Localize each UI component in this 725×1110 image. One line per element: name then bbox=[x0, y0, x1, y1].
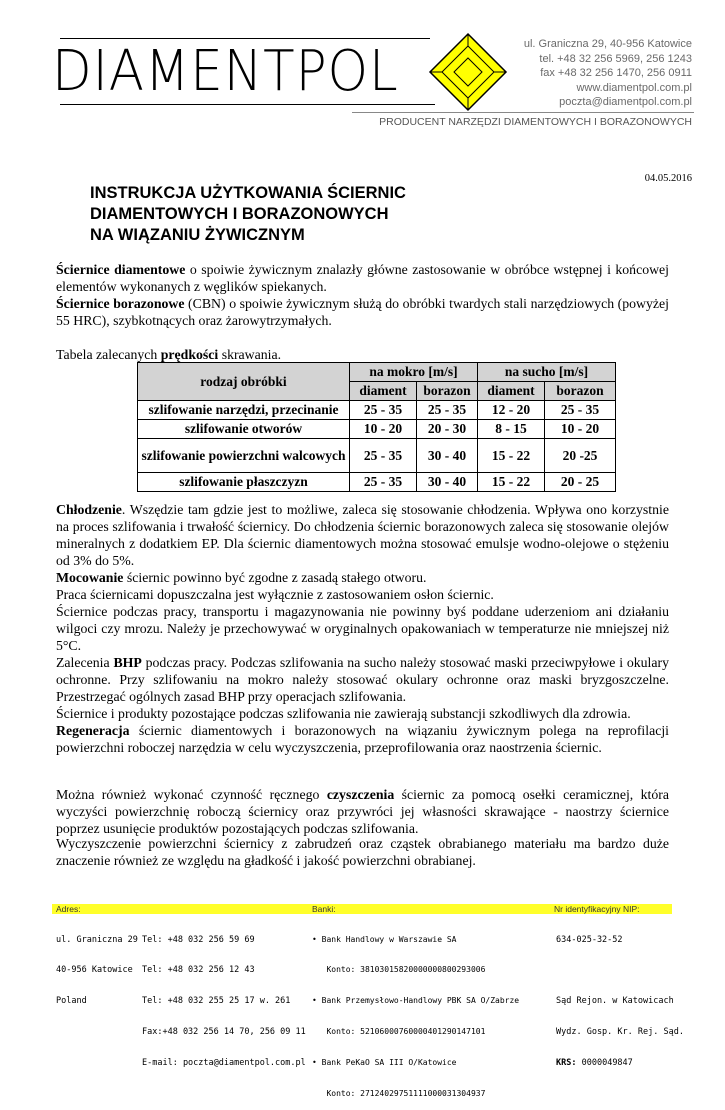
regeneration-term: Regeneracja bbox=[56, 723, 130, 738]
subheader-wet-diamond: diament bbox=[350, 382, 417, 401]
column-header-type: rodzaj obróbki bbox=[138, 363, 350, 401]
subheader-wet-borazon: borazon bbox=[417, 382, 478, 401]
table-row: szlifowanie narzędzi, przecinanie 25 - 35 25 - 35 12 - 20 25 - 35 bbox=[138, 401, 616, 420]
contact-block bbox=[524, 37, 692, 110]
contact-fax: fax +48 32 256 1470, 256 0911 bbox=[540, 67, 692, 80]
column-header-dry: na sucho [m/s] bbox=[478, 363, 616, 382]
intro-paragraph bbox=[56, 261, 669, 329]
borazon-wheels-term: Ściernice borazonowe bbox=[56, 296, 185, 311]
footer-email[interactable]: E-mail: poczta@diamentpol.com.pl bbox=[142, 1058, 306, 1069]
title-line-2: DIAMENTOWYCH I BORAZONOWYCH bbox=[90, 205, 389, 223]
footer-nip: 634-025-32-52 bbox=[556, 934, 623, 945]
cleaning-term: czyszczenia bbox=[326, 787, 395, 802]
title-line-1: INSTRUKCJA UŻYTKOWANIA ŚCIERNIC bbox=[90, 184, 406, 202]
mounting-term: Mocowanie bbox=[56, 570, 124, 585]
diamond-wheels-text: o spoiwie żywicznym znalazły główne zastosowanie w obróbce wstępnej i końcowej elementów wykonanych z węglików spiekanych. bbox=[56, 262, 670, 294]
footer-address-label: Adres: bbox=[56, 904, 81, 914]
subheader-dry-diamond: diament bbox=[478, 382, 545, 401]
document-date: 04.05.2016 bbox=[644, 173, 692, 184]
table-caption: Tabela zalecanych prędkości skrawania. bbox=[56, 347, 282, 362]
footer-banks: • Bank Handlowy w Warszawie SA Konto: 38103015820000000800293006 • Bank Przemysłowo-Handlowy PBK SA O/Zabrze Konto: 52106000760000401290147101 • Bank PeKaO SA III O/Katowice Konto: 27124029751111000031304937 bbox=[312, 934, 520, 1099]
final-paragraph: Wyczyszczenie powierzchni ściernicy z zabrudzeń oraz cząstek obrabianego materiału ma bardzo duże znaczenie również ze względu na gładkość i jakość powierzchni obrabianej. bbox=[56, 836, 669, 868]
cleaning-paragraph: Można również wykonać czynność ręcznego czyszczenia ściernic za pomocą osełki ceramicznej, która wyczyści powierzchnię roboczą ściernicy oraz przywróci jej własności skrawające - naostrzy ściernice poprzez usunięcie produktów pozostających podczas szlifowania. bbox=[56, 787, 670, 836]
contact-phone: tel. +48 32 256 5969, 256 1243 bbox=[539, 52, 692, 65]
footer-registry: 634-025-32-52 Sąd Rejon. w Katowicach Wydz. Gosp. Kr. Rej. Sąd. KRS: 0000049847 bbox=[556, 934, 684, 1069]
cutting-speed-table bbox=[137, 362, 616, 492]
title-line-3: NA WIĄZANIU ŻYWICZNYM bbox=[90, 226, 305, 244]
subheader-dry-borazon: borazon bbox=[545, 382, 616, 401]
footer-krs: 0000049847 bbox=[581, 1058, 633, 1069]
cooling-term: Chłodzenie bbox=[56, 502, 122, 517]
footer-address: ul. Graniczna 29 40-956 Katowice Poland bbox=[56, 934, 138, 1007]
column-header-wet: na mokro [m/s] bbox=[350, 363, 478, 382]
storage-note: Ściernice podczas pracy, transportu i magazynowania nie powinny byś poddane uderzeniom ani działaniu wilgoci czy mrozu. Należy je przechowywać w oryginalnych opakowaniach w temperaturze nie mniejszej niż 5°C. bbox=[56, 604, 669, 653]
table-row: szlifowanie powierzchni walcowych 25 - 35 30 - 40 15 - 22 20 -25 bbox=[138, 439, 616, 473]
document-title bbox=[90, 183, 406, 246]
logo-bottom-rule bbox=[60, 104, 435, 105]
table-row: szlifowanie otworów 10 - 20 20 - 30 8 - 15 10 - 20 bbox=[138, 420, 616, 439]
bhp-term: BHP bbox=[113, 655, 142, 670]
diamond-logo-icon bbox=[428, 32, 508, 112]
borazon-wheels-text: (CBN) o spoiwie żywicznym służą do obróbki twardych stali narzędziowych (powyżej 55 HRC), szybkotnących oraz żarowytrzymałych. bbox=[56, 296, 669, 328]
header-separator bbox=[352, 112, 694, 113]
footer-nip-label: Nr identyfikacyjny NIP: bbox=[554, 904, 640, 914]
guard-note: Praca ściernicami dopuszczalna jest wyłącznie z zastosowaniem osłon ściernic. bbox=[56, 587, 494, 602]
footer-banks-label: Banki: bbox=[312, 904, 336, 914]
contact-email: poczta@diamentpol.com.pl bbox=[559, 96, 692, 109]
contact-address: ul. Graniczna 29, 40-956 Katowice bbox=[523, 38, 692, 50]
instructions-body: Chłodzenie. Wszędzie tam gdzie jest to możliwe, zaleca się stosowanie chłodzenia. Wpływa ono korzystnie na proces szlifowania i trwałość ściernicy. Do chłodzenia ściernic borazonowych zaleca się stosowanie olejów mineralnych z dodatkiem EP. Dla ściernic diamentowych można stosować emulsje wodno-olejowe o stężeniu od 3% do 5%. Mocowanie ściernic powinno być zgodne z zasadą stałego otworu. Praca ściernicami dopuszczalna jest wyłącznie z zastosowaniem osłon ściernic. Ściernice podczas pracy, transportu i magazynowania nie powinny byś poddane uderzeniom ani działaniu wilgoci czy mrozu. Należy je przechowywać w oryginalnych opakowaniach w temperaturze nie mniejszej niż 5°C. Zalecenia BHP podczas pracy. Podczas szlifowania na sucho należy stosować maski przeciwpyłowe i okulary ochronne. Przy szlifowaniu na mokro należy stosować okulary ochronne oraz maski bryzgoszczelne. Przestrzegać ogólnych zasad BHP przy operacjach szlifowania. Ściernice i produkty pozostające podczas szlifowania nie zawierają substancji szkodliwych dla zdrowia. Regeneracja ściernic diamentowych i borazonowych na wiązaniu żywicznym polega na reprofilacji powierzchni roboczej narzędzia w celu wyczyszczenia, przeprofilowania oraz naostrzenia ściernic. bbox=[56, 502, 670, 755]
footer-phones: Tel: +48 032 256 59 69 Tel: +48 032 256 12 43 Tel: +48 032 255 25 17 w. 261 Fax:+48 032 256 14 70, 256 09 11 E-mail: poczta@diamentpol.com.pl bbox=[142, 934, 306, 1069]
diamond-wheels-term: Ściernice diamentowe bbox=[56, 262, 186, 277]
producer-tagline: PRODUCENT NARZĘDZI DIAMENTOWYCH I BORAZONOWYCH bbox=[379, 116, 692, 128]
safety-note: Ściernice i produkty pozostające podczas szlifowania nie zawierają substancji szkodliwych dla zdrowia. bbox=[56, 706, 631, 721]
company-logo: DIAMENTPOL bbox=[52, 39, 399, 104]
contact-website: www.diamentpol.com.pl bbox=[576, 81, 692, 94]
table-row: szlifowanie płaszczyzn 25 - 35 30 - 40 15 - 22 20 - 25 bbox=[138, 473, 616, 492]
